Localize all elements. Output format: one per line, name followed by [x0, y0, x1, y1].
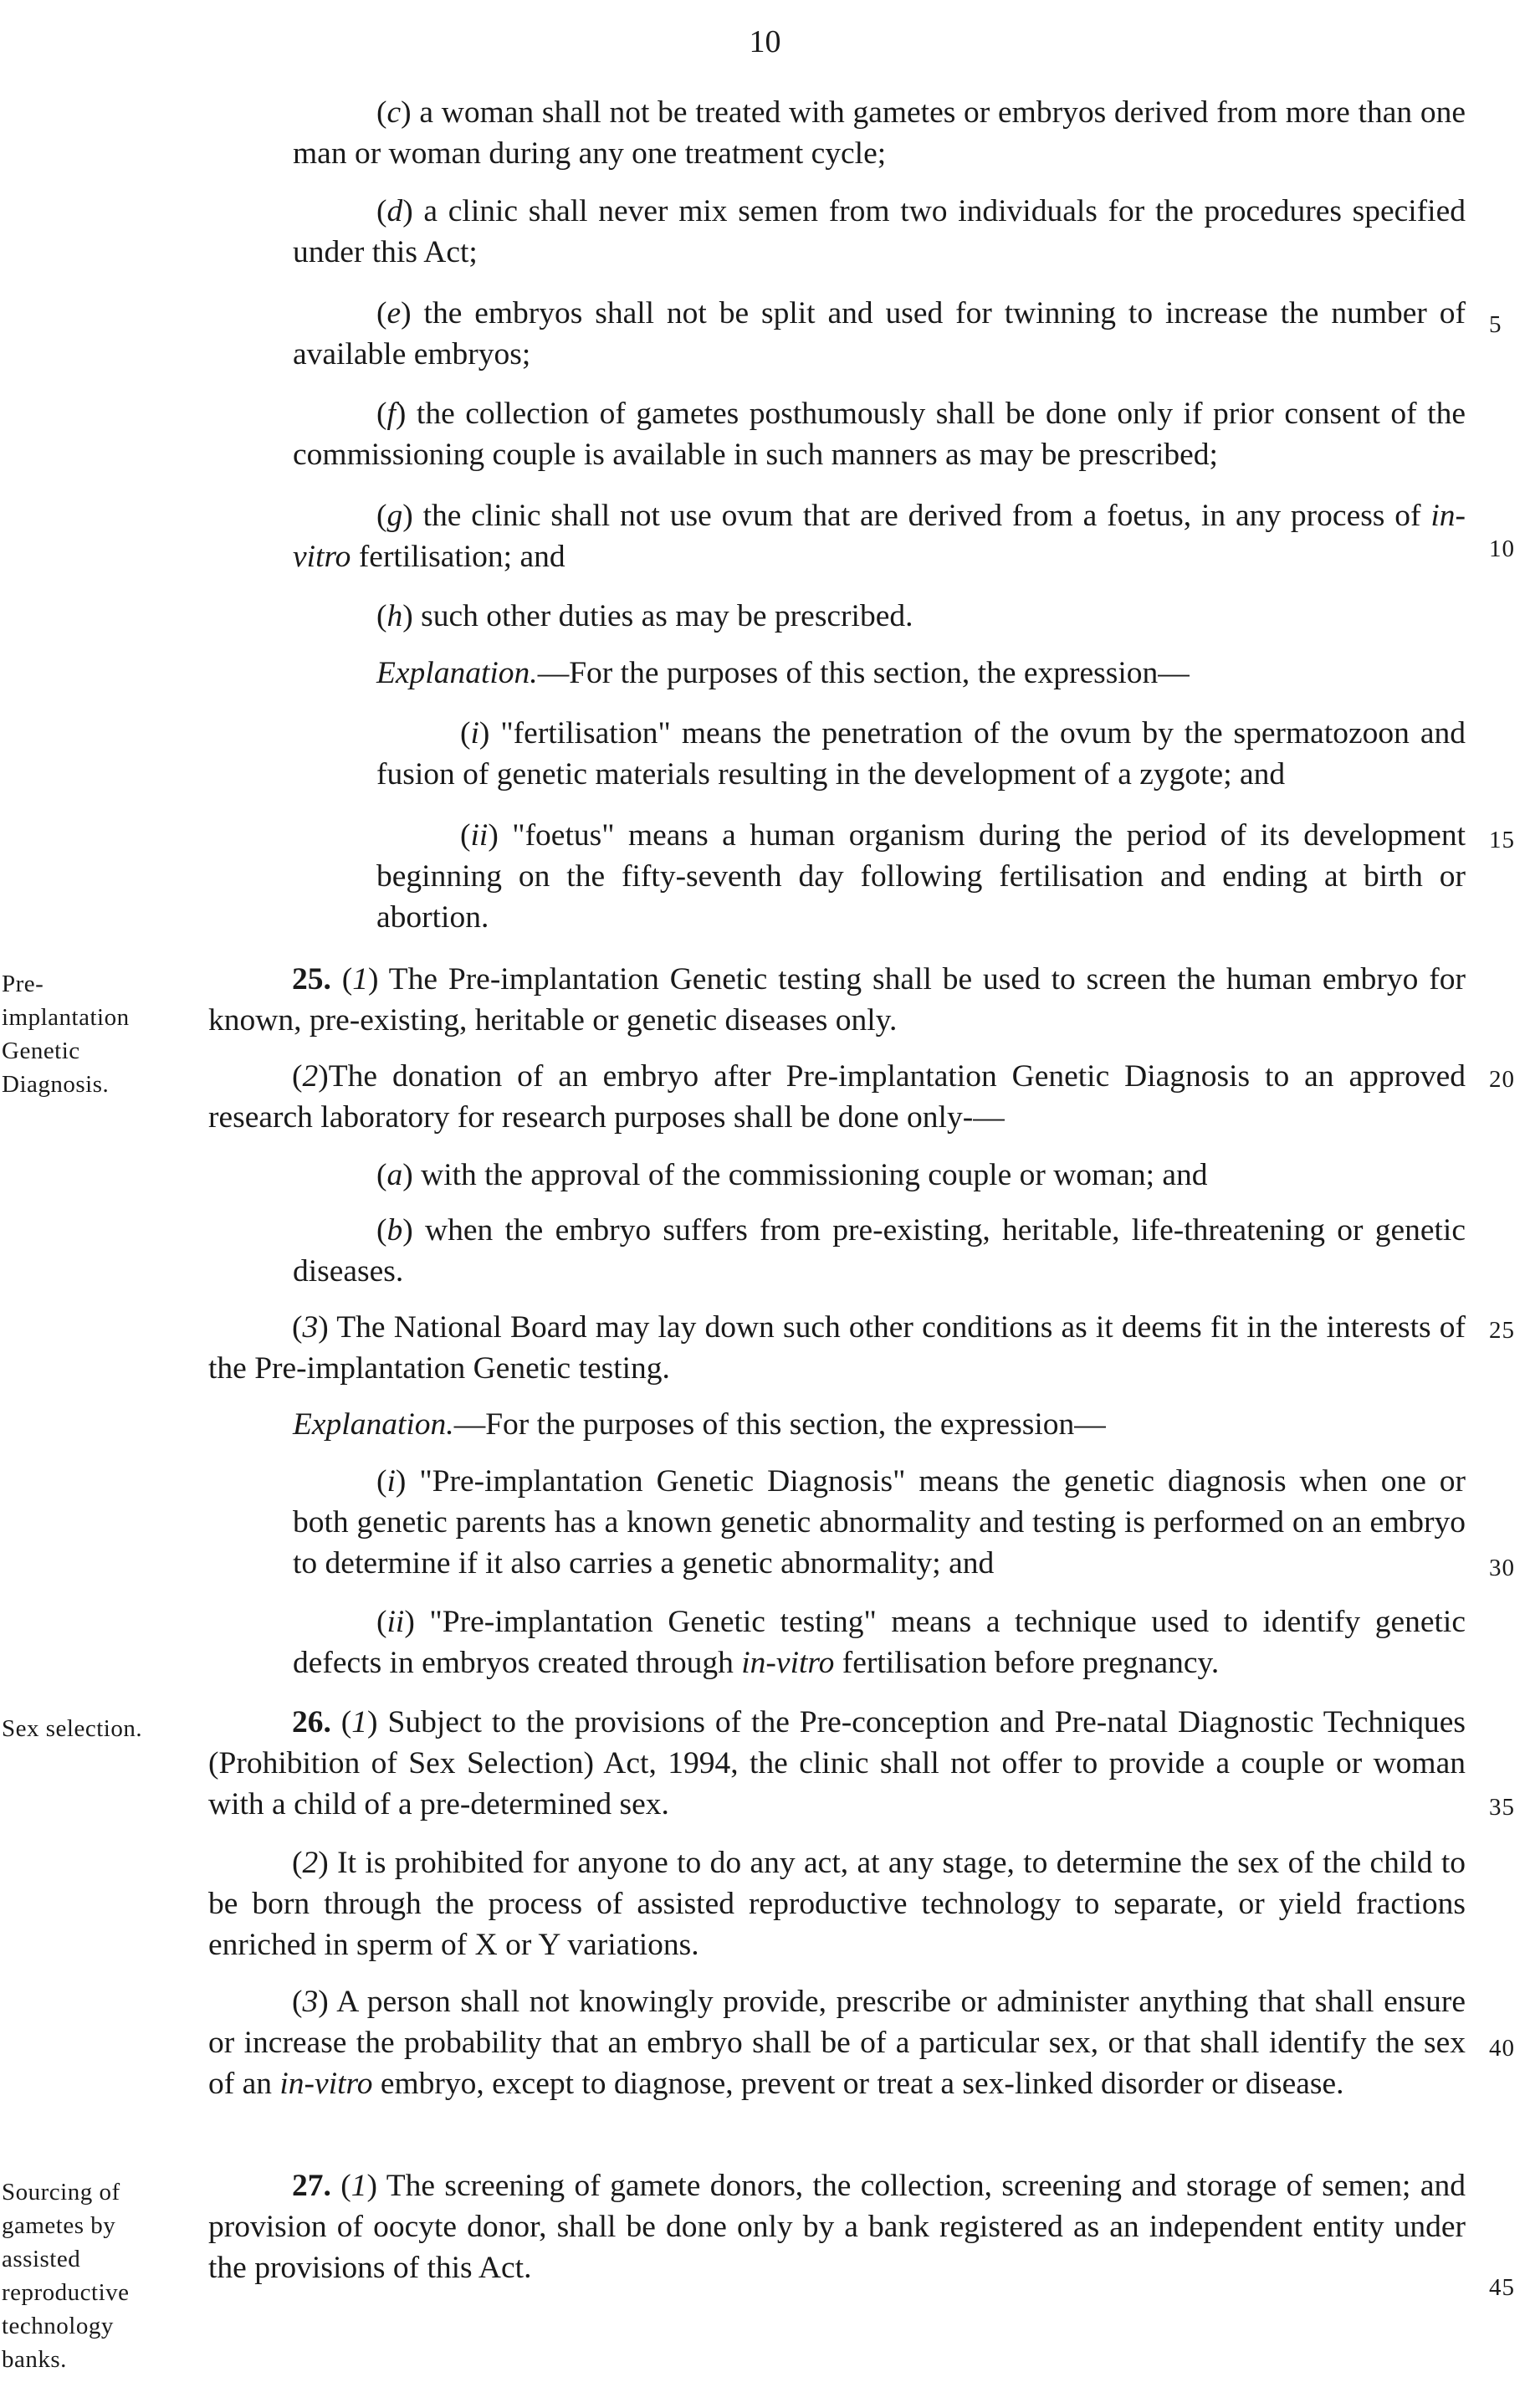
- margin-note-section-25: Pre-implantation Genetic Diagnosis.: [2, 971, 130, 1098]
- section-26-subsection-2: (2) It is prohibited for anyone to do any act, at any stage, to determine the sex of the child to be born through the process of assisted reproductive technology to separate, or yield fractions enriched in sperm of X or Y variations.: [208, 1846, 1466, 1962]
- clause-text: such other duties as may be prescribed.: [412, 599, 913, 633]
- subsection-label: 1: [352, 962, 368, 997]
- clause-text: the clinic shall not use ovum that are derived from a foetus, in any process of: [412, 499, 1431, 533]
- subsection-text: It is prohibited for anyone to do any act, at any stage, to determine the sex of the child to be born through the process of assisted reproductive technology to separate, or yield fractions enriched in sperm of X or Y variations.: [208, 1846, 1466, 1962]
- explanation-label: Explanation.: [293, 1407, 454, 1442]
- explanation-label: Explanation.: [376, 656, 538, 690]
- clause-e: (e) the embryos shall not be split and used for twinning to increase the number of available embryos;: [293, 296, 1466, 371]
- margin-note-section-26: Sex selection.: [2, 1715, 143, 1742]
- line-number: 15: [1489, 827, 1515, 853]
- page-number: 10: [749, 24, 781, 59]
- margin-note-section-27: Sourcing of gametes by assisted reproductive technology banks.: [2, 2179, 130, 2373]
- explanation-text: —For the purposes of this section, the expression—: [537, 656, 1190, 690]
- definition-ii: (ii) "foetus" means a human organism during the period of its development beginning on the fifty-seventh day following fertilisation and ending at birth or abortion.: [376, 818, 1466, 935]
- subsection-label: 3: [302, 1310, 319, 1345]
- clause-text: when the embryo suffers from pre-existing, heritable, life-threatening or genetic diseases.: [293, 1213, 1466, 1289]
- section-25-definition-i: (i) "Pre-implantation Genetic Diagnosis" means the genetic diagnosis when one or both genetic parents has a known genetic abnormality and testing is performed on an embryo to determine if it also carries a genetic abnormality; and: [293, 1464, 1466, 1581]
- line-number: 35: [1489, 1794, 1515, 1821]
- clause-label: i: [470, 716, 479, 751]
- subsection-label: 2: [302, 1846, 319, 1880]
- clause-text: a clinic shall never mix semen from two individuals for the procedures specified under this Act;: [293, 194, 1466, 269]
- line-number: 5: [1489, 311, 1502, 338]
- definition-text: "fertilisation" means the penetration of the ovum by the spermatozoon and fusion of genetic materials resulting in the development of a zygote; and: [376, 716, 1466, 792]
- section-25-clause-a: (a) with the approval of the commissioning couple or woman; and: [376, 1158, 1208, 1192]
- italic-term: in-vitro: [741, 1646, 835, 1680]
- line-number: 30: [1489, 1555, 1515, 1581]
- subsection-text: The donation of an embryo after Pre-implantation Genetic Diagnosis to an approved research laboratory for research purposes shall be done only-—: [208, 1059, 1466, 1135]
- section-26-subsection-3: (3) A person shall not knowingly provide, prescribe or administer anything that shall ensure or increase the probability that an embryo shall be of a particular sex, or that shall identify the sex of an in-vitro embryo, except to diagnose, prevent or treat a sex-linked disorder or disease.: [208, 1985, 1466, 2101]
- clause-label: c: [386, 95, 402, 130]
- clause-label: e: [386, 296, 402, 330]
- clause-c: (c) a woman shall not be treated with gametes or embryos derived from more than one man or woman during any one treatment cycle;: [293, 95, 1466, 171]
- subsection-text: The screening of gamete donors, the collection, screening and storage of semen; and provision of oocyte donor, shall be done only by a bank registered as an independent entity under the provisions of this Act.: [208, 2169, 1466, 2285]
- subsection-label: 1: [351, 2169, 367, 2203]
- definition-text: "foetus" means a human organism during the period of its development beginning on the fifty-seventh day following fertilisation and ending at birth or abortion.: [376, 818, 1466, 935]
- section-25-subsection-2: (2)The donation of an embryo after Pre-implantation Genetic Diagnosis to an approved research laboratory for research purposes shall be done only-—: [208, 1059, 1466, 1135]
- clause-label: g: [386, 499, 403, 533]
- definition-i: (i) "fertilisation" means the penetration of the ovum by the spermatozoon and fusion of genetic materials resulting in the development of a zygote; and: [376, 716, 1466, 792]
- section-number: 26.: [292, 1705, 331, 1739]
- clause-text: a woman shall not be treated with gametes or embryos derived from more than one man or woman during any one treatment cycle;: [293, 95, 1466, 171]
- italic-term: in-vitro: [293, 499, 1466, 574]
- clause-label: f: [386, 397, 396, 431]
- line-number: 20: [1489, 1066, 1515, 1093]
- clause-g: (g) the clinic shall not use ovum that are derived from a foetus, in any process of in-vitro fertilisation; and: [293, 499, 1466, 574]
- subsection-text: The National Board may lay down such other conditions as it deems fit in the interests of the Pre-implantation Genetic testing.: [208, 1310, 1466, 1386]
- subsection-label: 1: [351, 1705, 368, 1739]
- section-25-definition-ii: (ii) "Pre-implantation Genetic testing" means a technique used to identify genetic defects in embryos created through in-vitro fertilisation before pregnancy.: [293, 1605, 1466, 1680]
- clause-label: ii: [386, 1605, 405, 1639]
- clause-text: the embryos shall not be split and used for twinning to increase the number of available embryos;: [293, 296, 1466, 371]
- subsection-text: embryo, except to diagnose, prevent or treat a sex-linked disorder or disease.: [372, 2067, 1344, 2101]
- clause-text: with the approval of the commissioning couple or woman; and: [412, 1158, 1208, 1192]
- subsection-text: A person shall not knowingly provide, prescribe or administer anything that shall ensure or increase the probability that an embryo shall be of a particular sex, or that shall identify the sex of an: [208, 1985, 1466, 2101]
- section-25-subsection-1: 25. (1) The Pre-implantation Genetic testing shall be used to screen the human embryo for known, pre-existing, heritable or genetic diseases only.: [208, 962, 1466, 1037]
- clause-label: a: [386, 1158, 403, 1192]
- clause-text: fertilisation; and: [351, 540, 565, 574]
- section-25-subsection-3: (3) The National Board may lay down such other conditions as it deems fit in the interests of the Pre-implantation Genetic testing.: [208, 1310, 1466, 1386]
- section-25-clause-b: (b) when the embryo suffers from pre-existing, heritable, life-threatening or genetic diseases.: [293, 1213, 1466, 1289]
- subsection-label: 3: [302, 1985, 319, 2019]
- line-number: 25: [1489, 1317, 1515, 1344]
- subsection-text: The Pre-implantation Genetic testing shall be used to screen the human embryo for known, pre-existing, heritable or genetic diseases only.: [208, 962, 1466, 1037]
- clause-d: (d) a clinic shall never mix semen from two individuals for the procedures specified under this Act;: [293, 194, 1466, 269]
- clause-label: h: [386, 599, 403, 633]
- subsection-text: Subject to the provisions of the Pre-conception and Pre-natal Diagnostic Techniques (Prohibition of Sex Selection) Act, 1994, the clinic shall not offer to provide a couple or woman with a child of a pre-determined sex.: [208, 1705, 1466, 1821]
- definition-text: "Pre-implantation Genetic Diagnosis" means the genetic diagnosis when one or both genetic parents has a known genetic abnormality and testing is performed on an embryo to determine if it also carries a genetic abnormality; and: [293, 1464, 1466, 1581]
- explanation-heading: [293, 1404, 1466, 1445]
- section-number: 25.: [292, 962, 331, 997]
- section-26-subsection-1: 26. (1) Subject to the provisions of the Pre-conception and Pre-natal Diagnostic Techniques (Prohibition of Sex Selection) Act, 1994, the clinic shall not offer to provide a couple or woman with a child of a pre-determined sex.: [208, 1705, 1466, 1821]
- clause-label: d: [386, 194, 403, 228]
- definition-text: "Pre-implantation Genetic testing" means a technique used to identify genetic defects in embryos created through: [293, 1605, 1466, 1680]
- definition-text: fertilisation before pregnancy.: [834, 1646, 1220, 1680]
- explanation-heading: [293, 653, 1466, 694]
- section-number: 27.: [292, 2169, 331, 2203]
- line-number: 10: [1489, 535, 1515, 562]
- explanation-text: —For the purposes of this section, the expression—: [453, 1407, 1106, 1442]
- line-number: 40: [1489, 2035, 1515, 2062]
- italic-term: in-vitro: [279, 2067, 373, 2101]
- clause-f: (f) the collection of gametes posthumously shall be done only if prior consent of the commissioning couple is available in such manners as may be prescribed;: [293, 397, 1466, 472]
- clause-label: i: [386, 1464, 396, 1499]
- section-27-subsection-1: 27. (1) The screening of gamete donors, the collection, screening and storage of semen; and provision of oocyte donor, shall be done only by a bank registered as an independent entity under the provisions of this Act.: [208, 2169, 1466, 2285]
- clause-label: ii: [470, 818, 489, 853]
- clause-text: the collection of gametes posthumously shall be done only if prior consent of the commissioning couple is available in such manners as may be prescribed;: [293, 397, 1466, 472]
- clause-h: (h) such other duties as may be prescribed.: [376, 599, 913, 633]
- line-number: 45: [1489, 2274, 1515, 2301]
- clause-label: b: [386, 1213, 403, 1248]
- subsection-label: 2: [302, 1059, 319, 1094]
